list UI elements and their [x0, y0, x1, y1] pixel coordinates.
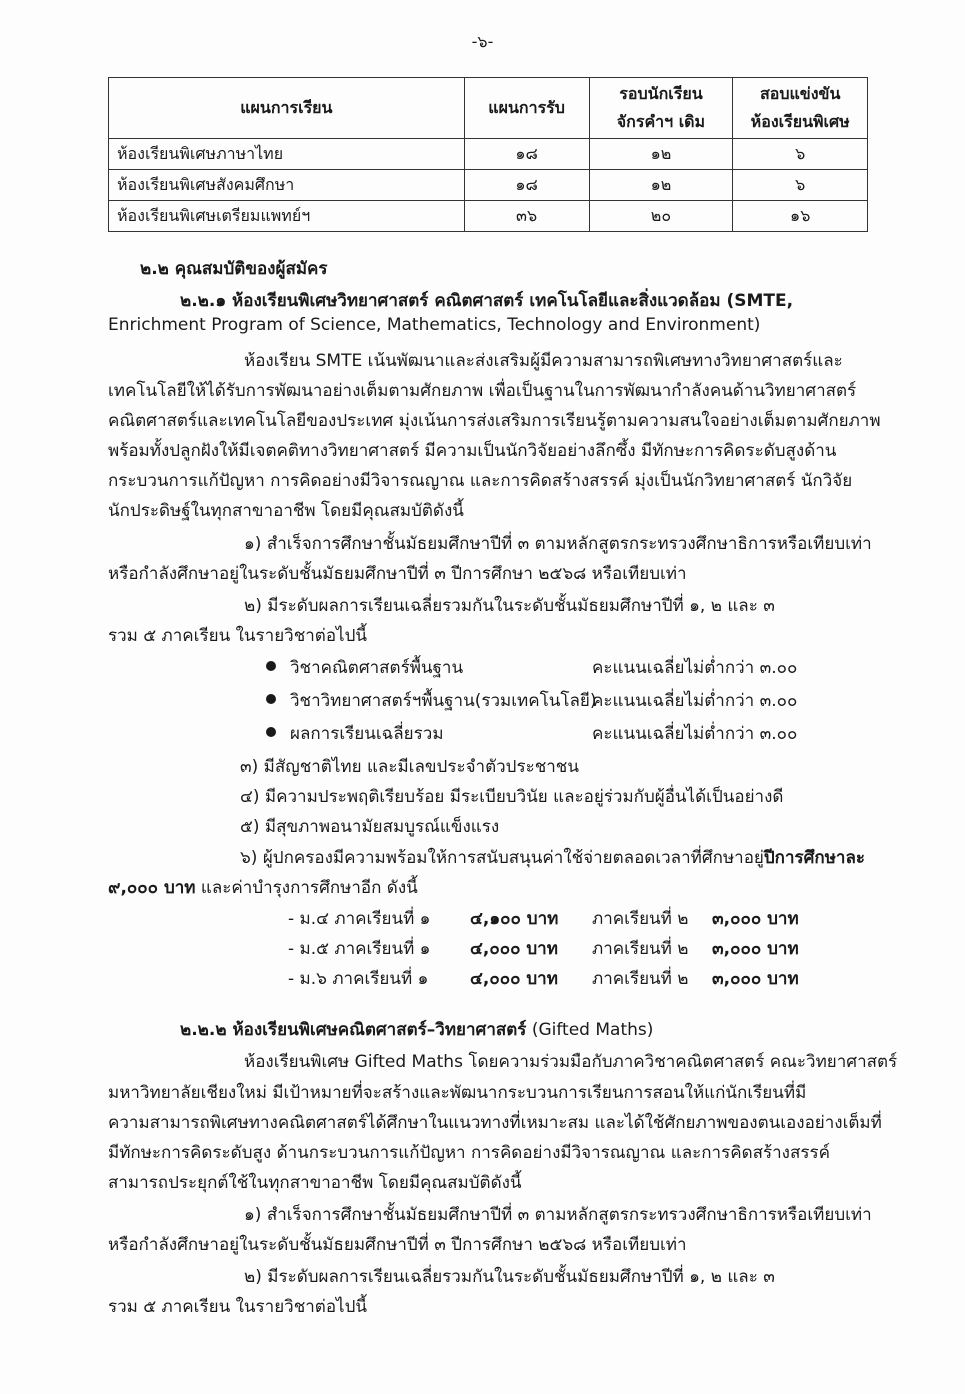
smte-item5: ๕) มีสุขภาพอนามัยสมบูรณ์แข็งแรง — [240, 817, 500, 837]
cell-intake: ๑๘ — [464, 139, 589, 170]
page-number: -๖- — [471, 32, 494, 51]
gifted-item2-line2: รวม ๕ ภาคเรียน ในรายวิชาต่อไปนี้ — [108, 1297, 368, 1317]
gifted-item1-line1: ๑) สำเร็จการศึกษาชั้นมัธยมศึกษาปีที่ ๓ ตามหลักสูตรกระทรวงศึกษาธิการหรือเทียบเท่า — [244, 1205, 872, 1225]
bullet-icon — [266, 727, 276, 737]
smte-item3: ๓) มีสัญชาติไทย และมีเลขประจำตัวประชาชน — [240, 757, 579, 777]
subject-requirement: คะแนนเฉลี่ยไม่ต่ำกว่า ๓.๐๐ — [592, 724, 798, 744]
cell-plan: ห้องเรียนพิเศษภาษาไทย — [109, 139, 465, 170]
fee-semester2-label: ภาคเรียนที่ ๒ — [592, 909, 689, 929]
subject-name: ผลการเรียนเฉลี่ยรวม — [290, 724, 444, 744]
fee-semester2-label: ภาคเรียนที่ ๒ — [592, 939, 689, 959]
fee-semester2: ๓,๐๐๐ บาท — [712, 939, 799, 959]
gifted-paragraph-line: ห้องเรียนพิเศษ Gifted Maths โดยความร่วมมือกับภาควิชาคณิตศาสตร์ คณะวิทยาศาสตร์ — [244, 1052, 898, 1072]
bullet-icon — [266, 661, 276, 671]
table-row — [109, 139, 868, 170]
smte-item2-line1: ๒) มีระดับผลการเรียนเฉลี่ยรวมกันในระดับชั้นมัธยมศึกษาปีที่ ๑, ๒ และ ๓ — [244, 596, 775, 616]
gifted-paragraph-line: มีทักษะการคิดระดับสูง ด้านกระบวนการแก้ปัญหา การคิดอย่างมีวิจารณญาณ และการคิดสร้างสรรค์ — [108, 1143, 830, 1163]
table-header-row — [109, 78, 868, 139]
cell-exam: ๖ — [733, 170, 868, 201]
fee-semester2: ๓,๐๐๐ บาท — [712, 909, 799, 929]
header-plan: แผนการเรียน — [109, 78, 465, 139]
smte-item6-line2: ๙,๐๐๐ บาท และค่าบำรุงการศึกษาอีก ดังนี้ — [108, 878, 418, 898]
smte-paragraph-line: ห้องเรียน SMTE เน้นพัฒนาและส่งเสริมผู้มีความสามารถพิเศษทางวิทยาศาสตร์และ — [244, 351, 843, 371]
fee-semester1: ๔,๑๐๐ บาท — [470, 909, 559, 929]
smte-item1-line1: ๑) สำเร็จการศึกษาชั้นมัธยมศึกษาปีที่ ๓ ตามหลักสูตรกระทรวงศึกษาธิการหรือเทียบเท่า — [244, 534, 872, 554]
subject-name: วิชาวิทยาศาสตร์ฯพื้นฐาน(รวมเทคโนโลยี) — [290, 691, 597, 711]
cell-intake: ๑๘ — [464, 170, 589, 201]
gifted-item1-line2: หรือกำลังศึกษาอยู่ในระดับชั้นมัธยมศึกษาปีที่ ๓ ปีการศึกษา ๒๕๖๘ หรือเทียบเท่า — [108, 1235, 687, 1255]
fee-level: - ม.๕ ภาคเรียนที่ ๑ — [288, 939, 431, 959]
table-row — [109, 201, 868, 232]
subject-name: วิชาคณิตศาสตร์พื้นฐาน — [290, 658, 464, 678]
fee-level: - ม.๔ ภาคเรียนที่ ๑ — [288, 909, 431, 929]
cell-plan: ห้องเรียนพิเศษสังคมศึกษา — [109, 170, 465, 201]
gifted-paragraph-line: สามารถประยุกต์ใช้ในทุกสาขาอาชีพ โดยมีคุณสมบัติดังนี้ — [108, 1173, 522, 1193]
section-heading-qualifications: ๒.๒ คุณสมบัติของผู้สมัคร — [140, 259, 328, 279]
smte-paragraph-line: กระบวนการแก้ปัญหา การคิดอย่างมีวิจารณญาณ และการคิดสร้างสรรค์ มุ่งเป็นนักวิทยาศาสตร์ นักวิจัย — [108, 471, 853, 491]
fee-semester2: ๓,๐๐๐ บาท — [712, 969, 799, 989]
header-intake: แผนการรับ — [464, 78, 589, 139]
smte-paragraph-line: พร้อมทั้งปลูกฝังให้มีเจตคติทางวิทยาศาสตร์ มีความเป็นนักวิจัยอย่างลึกซึ้ง มีทักษะการคิดระดับสูงด้าน — [108, 441, 837, 461]
subject-requirement: คะแนนเฉลี่ยไม่ต่ำกว่า ๓.๐๐ — [592, 658, 798, 678]
smte-paragraph-line: เทคโนโลยีให้ได้รับการพัฒนาอย่างเต็มตามศักยภาพ เพื่อเป็นฐานในการพัฒนากำลังคนด้านวิทยาศาสตร์ — [108, 381, 857, 401]
smte-heading-line1: ๒.๒.๑ ห้องเรียนพิเศษวิทยาศาสตร์ คณิตศาสตร์ เทคโนโลยีและสิ่งแวดล้อม (SMTE, — [180, 291, 794, 311]
smte-item6-line1: ๖) ผู้ปกครองมีความพร้อมให้การสนับสนุนค่าใช้จ่ายตลอดเวลาที่ศึกษาอยู่ปีการศึกษาละ — [240, 848, 866, 868]
cell-exam: ๖ — [733, 139, 868, 170]
gifted-paragraph-line: ความสามารถพิเศษทางคณิตศาสตร์ได้ศึกษาในแนวทางที่เหมาะสม และได้ใช้ศักยภาพของตนเองอย่างเต็มที่ — [108, 1113, 882, 1133]
cell-former: ๒๐ — [589, 201, 733, 232]
smte-paragraph-line: นักประดิษฐ์ในทุกสาขาอาชีพ โดยมีคุณสมบัติดังนี้ — [108, 501, 464, 521]
admission-plan-table — [108, 77, 868, 232]
smte-paragraph-line: คณิตศาสตร์และเทคโนโลยีของประเทศ มุ่งเน้นการส่งเสริมการเรียนรู้ตามความสนใจอย่างเต็มตามศักยภาพ — [108, 411, 881, 431]
fee-semester1: ๔,๐๐๐ บาท — [470, 939, 558, 959]
cell-exam: ๑๖ — [733, 201, 868, 232]
cell-former: ๑๒ — [589, 139, 733, 170]
gifted-item2-line1: ๒) มีระดับผลการเรียนเฉลี่ยรวมกันในระดับชั้นมัธยมศึกษาปีที่ ๑, ๒ และ ๓ — [244, 1267, 775, 1287]
cell-plan: ห้องเรียนพิเศษเตรียมแพทย์ฯ — [109, 201, 465, 232]
smte-heading-line2: Enrichment Program of Science, Mathematics, Technology and Environment) — [108, 315, 761, 335]
fee-semester2-label: ภาคเรียนที่ ๒ — [592, 969, 689, 989]
gifted-paragraph-line: มหาวิทยาลัยเชียงใหม่ มีเป้าหมายที่จะสร้างและพัฒนากระบวนการเรียนการสอนให้แก่นักเรียนที่มี — [108, 1083, 807, 1103]
smte-item1-line2: หรือกำลังศึกษาอยู่ในระดับชั้นมัธยมศึกษาปีที่ ๓ ปีการศึกษา ๒๕๖๘ หรือเทียบเท่า — [108, 564, 687, 584]
fee-level: - ม.๖ ภาคเรียนที่ ๑ — [288, 969, 429, 989]
smte-item4: ๔) มีความประพฤติเรียบร้อย มีระเบียบวินัย และอยู่ร่วมกับผู้อื่นได้เป็นอย่างดี — [240, 787, 784, 807]
smte-item2-line2: รวม ๕ ภาคเรียน ในรายวิชาต่อไปนี้ — [108, 626, 368, 646]
table-row — [109, 170, 868, 201]
subject-requirement: คะแนนเฉลี่ยไม่ต่ำกว่า ๓.๐๐ — [592, 691, 798, 711]
bullet-icon — [266, 694, 276, 704]
fee-semester1: ๔,๐๐๐ บาท — [470, 969, 558, 989]
gifted-heading: ๒.๒.๒ ห้องเรียนพิเศษคณิตศาสตร์–วิทยาศาสตร์ (Gifted Maths) — [180, 1020, 654, 1040]
header-former-students: รอบนักเรียน จักรคำฯ เดิม — [589, 78, 733, 139]
cell-former: ๑๒ — [589, 170, 733, 201]
header-competitive-exam: สอบแข่งขัน ห้องเรียนพิเศษ — [733, 78, 868, 139]
cell-intake: ๓๖ — [464, 201, 589, 232]
